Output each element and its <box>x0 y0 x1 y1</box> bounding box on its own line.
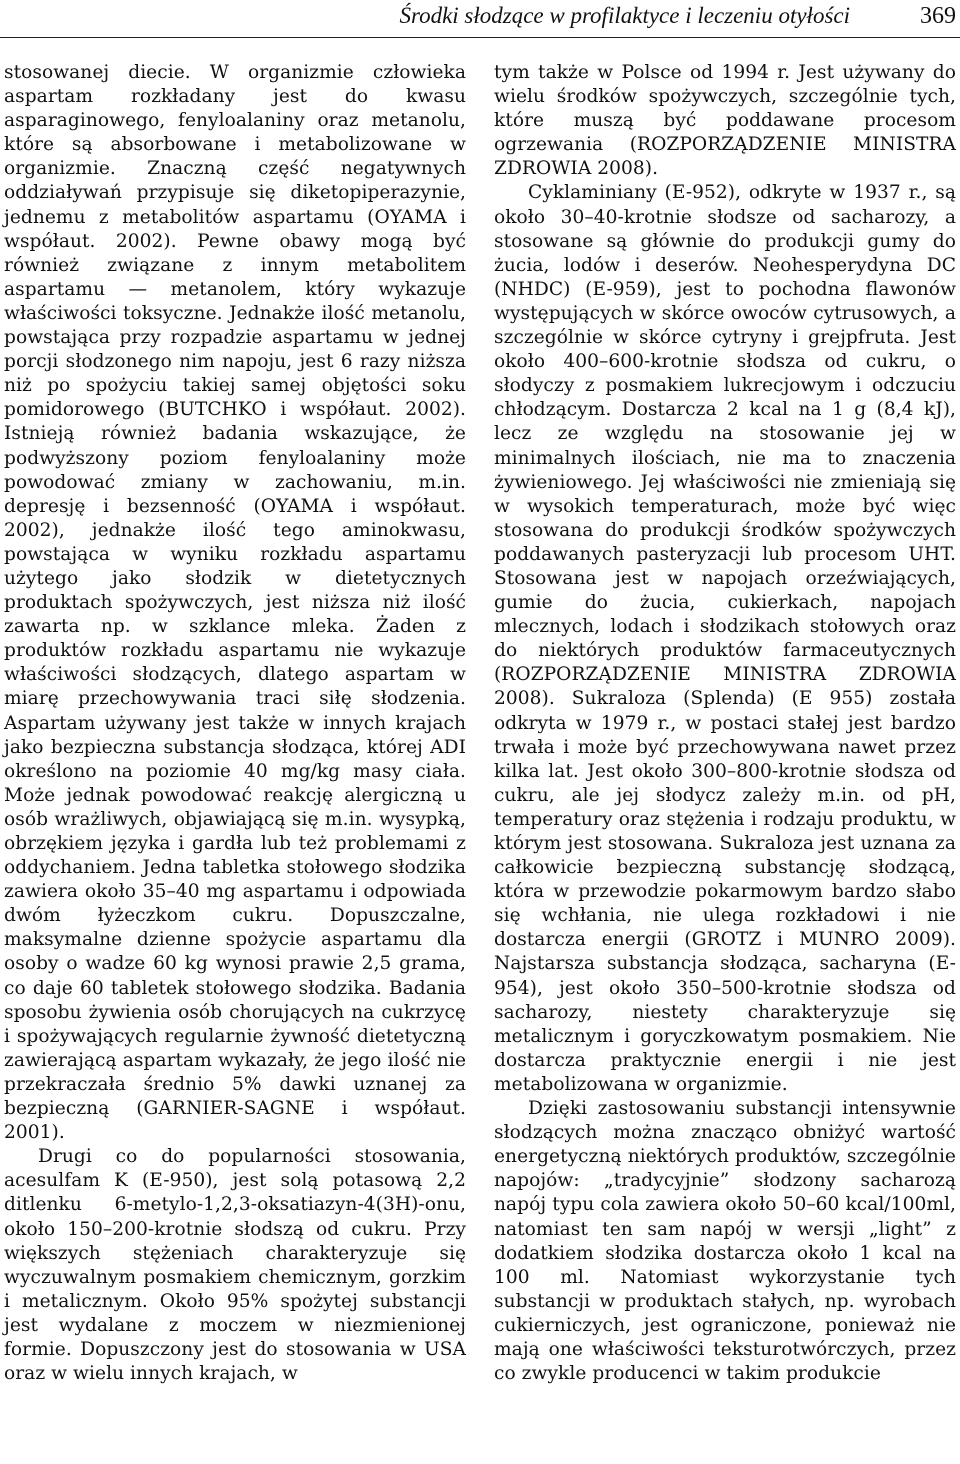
header-rule <box>0 37 960 38</box>
page-number: 369 <box>920 3 956 29</box>
running-header <box>0 0 960 44</box>
paragraph: Cyklaminiany (E-952), odkryte w 1937 r., są około 30–40-krotnie słodsze od sacharozy, a stosowane są głównie do produkcji gumy do żucia, lodów i deserów. Neohesperydyna DC (NHDC) (E-959), jest to pochodna flawonów występujących w skórce owoców cytrusowych, a szczególnie w skórce cytryny i grejpfruta. Jest około 400–600-krotnie słodsza od cukru, o słodyczy z posmakiem lukrecjowym i odczuciu chłodzącym. Dostarcza 2 kcal na 1 g (8,4 kJ), lecz ze względu na stosowanie jej w minimalnych ilościach, nie ma to znaczenia żywieniowego. Jej właściwości nie zmieniają się w wysokich temperaturach, może być więc stosowana do produkcji środków spożywczych poddawanych pasteryzacji lub procesom UHT. Stosowana jest w napojach orzeźwiających, gumie do żucia, cukierkach, napojach mlecznych, lodach i słodzikach stołowych oraz do niektórych produktów farmaceutycznych (ROZPORZĄDZENIE MINISTRA ZDROWIA 2008). Sukraloza (Splenda) (E 955) została odkryta w 1979 r., w postaci stałej jest bardzo trwała i może być przechowywana nawet przez kilka lat. Jest około 300–800-krotnie słodsza od cukru, ale jej słodycz zależy m.in. od pH, temperatury oraz stężenia i rodzaju produktu, w którym jest stosowana. Sukraloza jest uznana za całkowicie bezpieczną substancję słodzącą, która w przewodzie pokarmowym bardzo słabo się wchłania, nie ulega rozkładowi i nie dostarcza energii (GROTZ i MUNRO 2009). Najstarsza substancja słodząca, sacharyna (E-954), jest około 350–500-krotnie słodsza od sacharozy, niestety charakteryzuje się metalicznym i goryczkowatym posmakiem. Nie dostarcza praktycznie energii i nie jest metabolizowana w organizmie. <box>494 182 956 1095</box>
right-column <box>494 61 956 1386</box>
paragraph: Dzięki zastosowaniu substancji intensywnie słodzących można znacząco obniżyć wartość energetyczną niektórych produktów, szczególnie napojów: „tradycyjnie” słodzony sacharozą napój typu cola zawiera około 50–60 kcal/100ml, natomiast ten sam napój w wersji „light” z dodatkiem słodzika dostarcza około 1 kcal na 100 ml. Natomiast wykorzystanie tych substancji w produktach stałych, np. wyrobach cukierniczych, jest ograniczone, ponieważ nie mają one właściwości teksturotwórczych, przez co zwykle producenci w takim produkcie <box>494 1098 956 1385</box>
paragraph: tym także w Polsce od 1994 r. Jest używany do wielu środków spożywczych, szczególnie tych, które muszą być poddawane procesom ogrzewania (ROZPORZĄDZENIE MINISTRA ZDROWIA 2008). <box>494 62 956 180</box>
paragraph: stosowanej diecie. W organizmie człowieka aspartam rozkładany jest do kwasu asparaginowego, fenyloalaniny oraz metanolu, które są absorbowane i metabolizowane w organizmie. Znaczną część negatywnych oddziaływań przypisuje się diketopiperazynie, jednemu z metabolitów aspartamu (OYAMA i współaut. 2002). Pewne obawy mogą być również związane z innym metabolitem aspartamu — metanolem, który wykazuje właściwości toksyczne. Jednakże ilość metanolu, powstająca przy rozpadzie aspartamu w jednej porcji słodzonego nim napoju, jest 6 razy niższa niż po spożyciu takiej samej objętości soku pomidorowego (BUTCHKO i współaut. 2002). Istnieją również badania wskazujące, że podwyższony poziom fenyloalaniny może powodować zmiany w zachowaniu, m.in. depresję i bezsenność (OYAMA i współaut. 2002), jednakże ilość tego aminokwasu, powstająca w wyniku rozkładu aspartamu użytego jako słodzik w dietetycznych produktach spożywczych, jest niższa niż ilość zawarta np. w szklance mleka. Żaden z produktów rozkładu aspartamu nie wykazuje właściwości słodzących, dlatego aspartam w miarę przechowywania traci siłę słodzenia. Aspartam używany jest także w innych krajach jako bezpieczna substancja słodząca, której ADI określono na poziomie 40 mg/kg masy ciała. Może jednak powodować reakcję alergiczną u osób wrażliwych, objawiającą się m.in. wysypką, obrzękiem języka i gardła lub też problemami z oddychaniem. Jedna tabletka stołowego słodzika zawiera około 35–40 mg aspartamu i odpowiada dwóm łyżeczkom cukru. Dopuszczalne, maksymalne dzienne spożycie aspartamu dla osoby o wadze 60 kg wynosi prawie 2,5 grama, co daje 60 tabletek stołowego słodzika. Badania sposobu żywienia osób chorujących na cukrzycę i spożywających regularnie żywność dietetyczną zawierającą aspartam wykazały, że jego ilość nie przekraczała średnio 5% dawki uznanej za bezpieczną (GARNIER-SAGNE i współaut. 2001). <box>4 62 466 1144</box>
paragraph: Drugi co do popularności stosowania, acesulfam K (E-950), jest solą potasową 2,2 ditlenku 6-metylo-1,2,3-oksatiazyn-4(3H)-onu, około 150–200-krotnie słodszą od cukru. Przy większych stężeniach charakteryzuje się wyczuwalnym posmakiem chemicznym, gorzkim i metalicznym. Około 95% spożytej substancji jest wydalane z moczem w niezmienionej formie. Dopuszczony jest do stosowania w USA oraz w wielu innych krajach, w <box>4 1146 466 1385</box>
left-column <box>4 61 466 1386</box>
running-title: Środki słodzące w profilaktyce i leczeniu otyłości <box>399 3 850 28</box>
